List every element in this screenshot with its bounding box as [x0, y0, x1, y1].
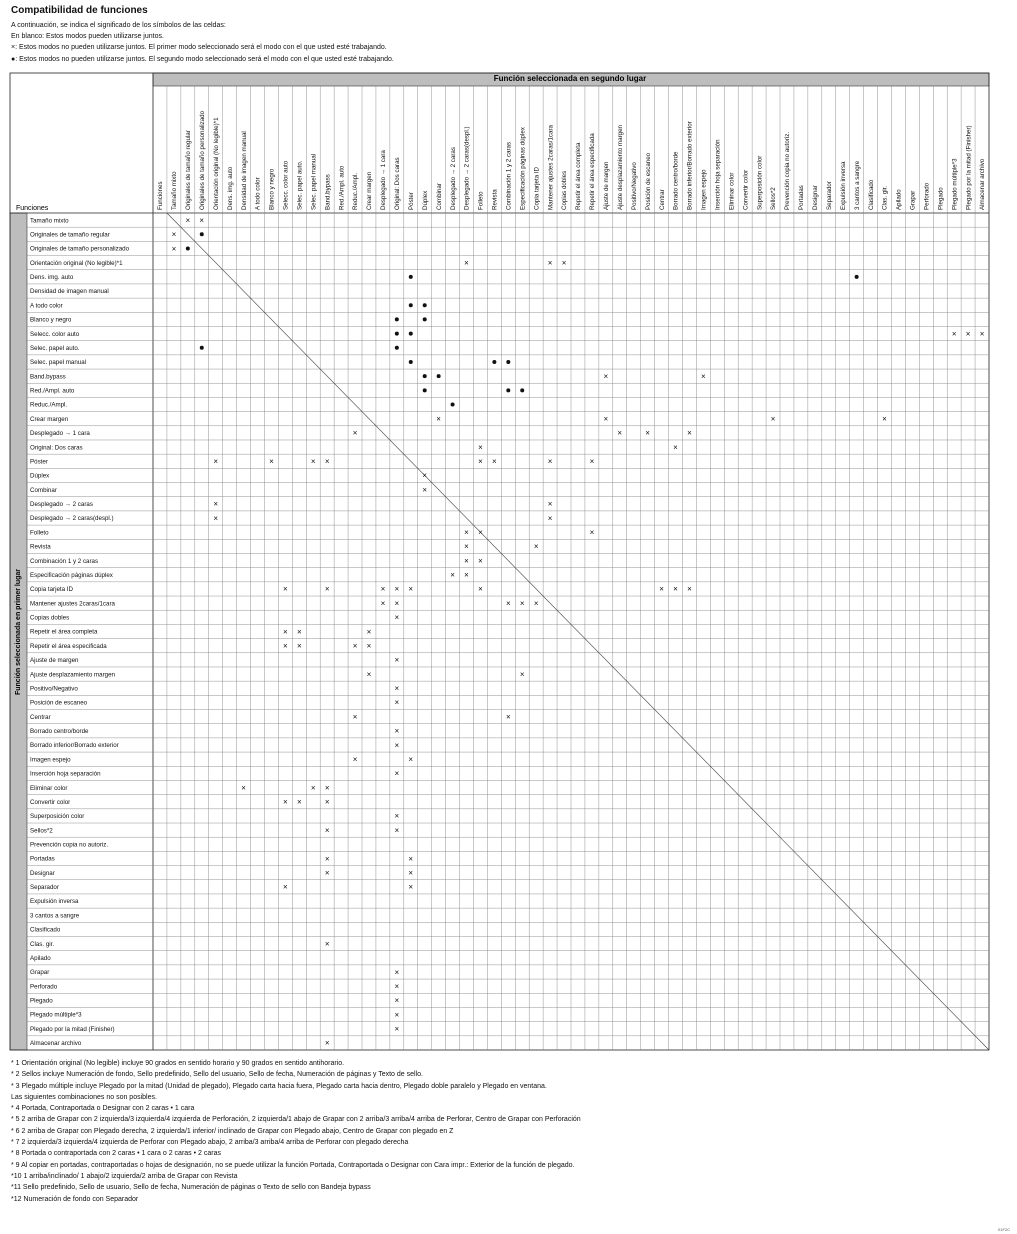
mark-x: ×: [394, 967, 400, 977]
column-label: Apilado: [895, 189, 903, 210]
row-label: Plegado por la mitad (Finisher): [30, 1025, 115, 1033]
row-label: Clas. gir.: [30, 940, 55, 948]
mark-x: ×: [213, 513, 219, 523]
mark-x: ×: [394, 726, 400, 736]
column-label: Plegado múltiple*3: [951, 158, 959, 210]
mark-x: ×: [547, 258, 553, 268]
column-label: Originales de tamaño personalizado: [198, 110, 206, 210]
column-label: Posición de escaneo: [644, 152, 652, 210]
mark-x: ×: [394, 698, 400, 708]
mark-x: ×: [478, 584, 483, 594]
mark-x: ×: [436, 414, 441, 424]
mark-x: ×: [589, 457, 595, 467]
mark-dot: [395, 346, 399, 350]
mark-x: ×: [464, 258, 469, 268]
row-label: Blanco y negro: [30, 316, 72, 324]
column-label: Selecc. color auto: [282, 160, 290, 210]
mark-x: ×: [533, 542, 539, 552]
mark-x: ×: [547, 457, 553, 467]
footnote: *11 Sello predefinido, Sello de usuario, Sello de fecha, Numeración de páginas o Texto de sello con Bandeja bypass: [11, 1184, 371, 1192]
mark-x: ×: [394, 598, 400, 608]
mark-x: ×: [394, 684, 400, 694]
row-label: Selec. papel auto.: [30, 344, 80, 352]
column-label: Designar: [812, 185, 820, 210]
mark-x: ×: [283, 882, 288, 892]
mark-x: ×: [965, 329, 971, 339]
mark-x: ×: [464, 556, 469, 566]
mark-x: ×: [478, 527, 483, 537]
mark-x: ×: [408, 754, 414, 764]
mark-x: ×: [394, 981, 400, 991]
mark-x: ×: [394, 811, 400, 821]
mark-x: ×: [394, 740, 400, 750]
column-label: Eliminar color: [728, 172, 736, 210]
second-function-header: Función seleccionada en segundo lugar: [493, 74, 647, 83]
row-label: Almacenar archivo: [30, 1040, 82, 1048]
column-label: Plegado: [937, 187, 945, 210]
column-label: Prevención copia no autoriz.: [784, 131, 792, 210]
row-label: Especificación páginas dúplex: [30, 571, 113, 579]
column-label: Band.bypass: [324, 174, 332, 210]
footnote: * 2 Sellos incluye Numeración de fondo, Sello predefinido, Sello del usuario, Sello de fecha, Numeración de páginas y Texto de sello.: [11, 1071, 423, 1079]
row-label: Convertir color: [30, 798, 71, 806]
footnote: * 4 Portada, Contraportada o Designar con 2 caras • 1 cara: [11, 1105, 195, 1113]
mark-dot: [423, 388, 427, 392]
column-label: Convertir color: [742, 169, 750, 210]
mark-x: ×: [366, 669, 372, 679]
mark-x: ×: [213, 499, 219, 509]
row-label: Superposición color: [30, 813, 85, 821]
mark-x: ×: [979, 329, 985, 339]
mark-x: ×: [505, 598, 511, 608]
mark-x: ×: [394, 1010, 400, 1020]
mark-x: ×: [310, 783, 316, 793]
mark-x: ×: [464, 570, 469, 580]
row-label: Combinar: [30, 486, 57, 494]
legend-line: En blanco: Estos modos pueden utilizarse juntos.: [11, 33, 164, 41]
column-label: Imagen espejo: [700, 169, 708, 210]
column-label: Portadas: [798, 185, 806, 210]
footnote: Las siguientes combinaciones no son posibles.: [11, 1093, 157, 1101]
mark-dot: [451, 403, 455, 407]
column-label: Repetir el área especificada: [589, 133, 597, 210]
mark-x: ×: [171, 230, 177, 240]
row-label: 3 cantos a sangre: [30, 912, 80, 920]
row-label: Positivo/Negativo: [30, 685, 78, 693]
mark-x: ×: [659, 584, 664, 594]
row-label: Portadas: [30, 855, 55, 863]
footnote: *10 1 arriba/inclinado/ 1 abajo/2 izquierda/2 arriba de Grapar con Revista: [11, 1172, 238, 1180]
column-label: Original: Dos caras: [394, 157, 402, 210]
mark-x: ×: [283, 641, 288, 651]
row-label: Plegado múltiple*3: [30, 1011, 82, 1019]
mark-x: ×: [408, 882, 414, 892]
mark-x: ×: [352, 428, 358, 438]
first-function-header: Función seleccionada en primer lugar: [15, 568, 22, 696]
corner-label-rows: Funciones: [16, 205, 49, 212]
column-label: Grapar: [909, 190, 917, 210]
column-label: Dúplex: [421, 190, 429, 210]
mark-dot: [520, 388, 524, 392]
mark-dot: [855, 275, 859, 279]
mark-x: ×: [882, 414, 887, 424]
row-label: Orientación original (No legible)*1: [30, 259, 123, 267]
mark-dot: [506, 360, 510, 364]
mark-dot: [423, 303, 427, 307]
mark-x: ×: [645, 428, 650, 438]
row-label: Sellos*2: [30, 827, 53, 835]
mark-x: ×: [352, 754, 358, 764]
mark-x: ×: [492, 457, 497, 467]
mark-dot: [492, 360, 496, 364]
mark-x: ×: [505, 712, 511, 722]
column-label: Funciones: [157, 181, 165, 210]
mark-x: ×: [422, 485, 428, 495]
mark-x: ×: [283, 797, 288, 807]
mark-dot: [186, 246, 190, 250]
row-label: Expulsión inversa: [30, 898, 79, 906]
column-label: Selec. papel manual: [310, 153, 318, 210]
row-label: Red./Ampl. auto: [30, 387, 75, 395]
mark-dot: [423, 374, 427, 378]
mark-x: ×: [283, 627, 288, 637]
row-label: Centrar: [30, 713, 51, 721]
mark-dot: [409, 275, 413, 279]
column-label: Plegado por la mitad (Finisher): [965, 125, 973, 210]
mark-x: ×: [352, 641, 358, 651]
mark-x: ×: [673, 442, 678, 452]
mark-x: ×: [617, 428, 623, 438]
mark-x: ×: [324, 457, 330, 467]
column-label: Mantener ajustes 2caras/1cara: [547, 125, 555, 210]
row-label: Desplegado → 1 cara: [30, 430, 90, 438]
mark-x: ×: [296, 641, 302, 651]
footnote: * 6 2 arriba de Grapar con Plegado derecha, 2 izquierda/1 inferior/ inclinado de Grapar con Plegado abajo, Centro de Grapar con plegado en Z: [11, 1127, 454, 1135]
mark-x: ×: [324, 584, 330, 594]
mark-x: ×: [241, 783, 246, 793]
mark-x: ×: [770, 414, 776, 424]
footnote: * 9 Al copiar en portadas, contraportadas o hojas de designación, no se puede utilizar la función Portada, Contraportada o Designar con Cara impr.: Exterior de la función de plegado.: [11, 1161, 575, 1169]
mark-x: ×: [687, 428, 692, 438]
footnote: * 5 2 arriba de Grapar con 2 izquierda/3 izquierda/4 izquierda de Perforación, 2 izquierda/1 abajo de Grapar con 2 arriba/3 arriba/4 arriba de Perforar, Centro de Grapar con Perforación: [11, 1116, 581, 1124]
diagonal: [167, 213, 989, 1050]
mark-x: ×: [324, 797, 330, 807]
mark-x: ×: [394, 769, 400, 779]
row-label: Revista: [30, 543, 51, 551]
mark-x: ×: [283, 584, 288, 594]
column-label: Ajuste desplazamiento margen: [616, 125, 624, 210]
mark-x: ×: [394, 655, 400, 665]
column-label: Expulsión inversa: [839, 161, 847, 210]
mark-x: ×: [324, 868, 330, 878]
row-label: A todo color: [30, 302, 63, 310]
row-label: Ajuste desplazamiento margen: [30, 671, 115, 679]
column-label: Tamaño mixto: [171, 171, 179, 210]
row-label: Borrado inferior/Borrado exterior: [30, 742, 119, 750]
column-label: Desplegado → 1 cara: [380, 150, 388, 210]
column-label: Orientación original (No legible)*1: [212, 117, 220, 210]
row-label: Perforado: [30, 983, 58, 991]
mark-x: ×: [519, 669, 525, 679]
row-label: Copia tarjeta ID: [30, 586, 73, 594]
mark-x: ×: [324, 939, 330, 949]
legend-line: A continuación, se indica el significado de los símbolos de las celdas:: [11, 22, 226, 29]
row-label: Folleto: [30, 529, 49, 537]
row-label: Dens. img. auto: [30, 274, 74, 282]
column-label: Clas. gir.: [881, 185, 889, 210]
row-label: Repetir el área completa: [30, 628, 98, 636]
mark-x: ×: [519, 598, 525, 608]
legend-line: ×: Estos modos no pueden utilizarse juntos. El primer modo seleccionado será el modo con el que usted esté trabajando.: [11, 44, 387, 52]
row-label: Separador: [30, 884, 59, 892]
mark-dot: [506, 388, 510, 392]
row-label: Combinación 1 y 2 caras: [30, 557, 99, 565]
mark-x: ×: [324, 825, 330, 835]
mark-x: ×: [296, 797, 302, 807]
mark-x: ×: [352, 712, 358, 722]
mark-x: ×: [464, 542, 469, 552]
row-label: Clasificado: [30, 926, 61, 934]
mark-x: ×: [450, 570, 455, 580]
mark-x: ×: [701, 371, 706, 381]
mark-x: ×: [366, 641, 372, 651]
footnote: * 8 Portada o contraportada con 2 caras • 1 cara o 2 caras • 2 caras: [11, 1150, 221, 1158]
column-label: Revista: [491, 189, 499, 210]
row-label: Dúplex: [30, 472, 50, 480]
mark-x: ×: [171, 244, 177, 254]
column-label: Combinar: [435, 183, 443, 210]
column-label: Separador: [825, 181, 833, 210]
mark-x: ×: [561, 258, 567, 268]
column-label: Ajuste de margen: [603, 161, 611, 210]
column-label: Copias dobles: [561, 170, 569, 210]
mark-x: ×: [408, 868, 414, 878]
mark-x: ×: [478, 457, 483, 467]
mark-dot: [409, 303, 413, 307]
column-label: Sellos*2: [770, 187, 778, 210]
mark-x: ×: [603, 371, 609, 381]
grid-lines: [10, 73, 989, 1050]
column-label: Densidad de imagen manual: [240, 131, 248, 210]
mark-x: ×: [408, 584, 414, 594]
footnote: *12 Numeración de fondo con Separador: [11, 1195, 139, 1203]
mark-x: ×: [464, 527, 469, 537]
column-label: Blanco y negro: [268, 168, 276, 210]
column-label: Dens. img. auto: [226, 166, 234, 210]
column-label: Especificación páginas dúplex: [519, 127, 527, 210]
mark-x: ×: [366, 627, 372, 637]
mark-x: ×: [296, 627, 302, 637]
column-label: Borrado centro/borde: [672, 151, 680, 210]
row-label: Prevención copia no autoriz.: [30, 841, 109, 849]
page-title: Compatibilidad de funciones: [11, 5, 148, 16]
row-label: Reduc./Ampl.: [30, 401, 68, 409]
mark-dot: [395, 332, 399, 336]
legend-line: ●: Estos modos no pueden utilizarse juntos. El segundo modo seleccionado será el modo con el que usted esté trabajando.: [11, 55, 394, 63]
mark-x: ×: [394, 825, 400, 835]
row-label: Copias dobles: [30, 614, 70, 622]
row-label: Repetir el área especificada: [30, 642, 107, 650]
mark-x: ×: [199, 215, 205, 225]
mark-dot: [423, 317, 427, 321]
column-label: Inserción hoja separación: [714, 139, 722, 210]
row-label: Selec. papel manual: [30, 359, 87, 367]
mark-x: ×: [310, 457, 316, 467]
row-label: Designar: [30, 869, 55, 877]
mark-x: ×: [380, 598, 386, 608]
mark-dot: [437, 374, 441, 378]
column-label: Centrar: [658, 189, 666, 210]
mark-x: ×: [394, 1024, 400, 1034]
mark-x: ×: [478, 556, 483, 566]
mark-x: ×: [380, 584, 386, 594]
mark-x: ×: [185, 215, 191, 225]
column-label: Folleto: [477, 191, 485, 210]
column-label: Desplegado → 2 caras(despl.): [463, 126, 471, 210]
mark-x: ×: [673, 584, 678, 594]
mark-x: ×: [951, 329, 957, 339]
row-label: Eliminar color: [30, 784, 68, 792]
column-label: Red./Ampl. auto: [338, 165, 346, 210]
column-labels: [157, 110, 986, 210]
column-label: Combinación 1 y 2 caras: [505, 141, 513, 210]
row-label: Ajuste de margen: [30, 657, 79, 665]
mark-x: ×: [324, 783, 330, 793]
mark-x: ×: [478, 442, 483, 452]
row-label: Desplegado → 2 caras: [30, 501, 93, 509]
row-label: Mantener ajustes 2caras/1cara: [30, 600, 115, 608]
column-label: Reduc./Ampl.: [352, 172, 360, 210]
mark-x: ×: [394, 996, 400, 1006]
mark-x: ×: [547, 499, 553, 509]
mark-x: ×: [394, 584, 400, 594]
column-label: Selec. papel auto.: [296, 160, 304, 210]
mark-x: ×: [269, 457, 274, 467]
footnote: * 3 Plegado múltiple incluye Plegado por la mitad (Unidad de plegado), Plegado carta hacia fuera, Plegado carta hacia dentro, Plegado doble paralelo y Plegado en ventana.: [11, 1082, 547, 1090]
mark-dot: [409, 360, 413, 364]
column-label: Crear margen: [366, 171, 374, 210]
row-label: Apilado: [30, 954, 51, 962]
page-code: 01F2C: [998, 1227, 1011, 1232]
mark-x: ×: [687, 584, 692, 594]
column-label: Almacenar archivo: [979, 158, 987, 210]
footnote: * 1 Orientación original (No legible) incluye 90 grados en sentido horario y 90 grados en sentido antihorario.: [11, 1060, 345, 1067]
diagonal-line: [167, 213, 989, 1050]
column-label: Clasificado: [867, 179, 875, 210]
row-label: Grapar: [30, 969, 50, 977]
row-label: Imagen espejo: [30, 756, 71, 764]
mark-x: ×: [589, 527, 595, 537]
mark-x: ×: [422, 471, 428, 481]
row-label: Inserción hoja separación: [30, 770, 101, 778]
row-labels: [30, 217, 130, 1047]
mark-x: ×: [394, 613, 400, 623]
mark-x: ×: [533, 598, 539, 608]
row-label: Original: Dos caras: [30, 444, 83, 452]
mark-x: ×: [408, 854, 414, 864]
column-label: Perforado: [923, 182, 931, 210]
row-label: Originales de tamaño regular: [30, 231, 110, 239]
row-label: Borrado centro/borde: [30, 728, 89, 736]
row-label: Póster: [30, 458, 48, 466]
column-label: Copia tarjeta ID: [533, 167, 541, 210]
column-label: Desplegado → 2 caras: [449, 147, 457, 210]
mark-dot: [395, 317, 399, 321]
mark-x: ×: [547, 513, 553, 523]
footnote: * 7 2 izquierda/3 izquierda/4 izquierda de Perforar con Plegado abajo, 2 arriba/3 arriba/4 arriba de Perforar con plegado derecha: [11, 1139, 409, 1147]
row-label: Densidad de imagen manual: [30, 288, 109, 296]
row-label: Band.bypass: [30, 373, 66, 381]
row-label: Crear margen: [30, 415, 69, 423]
mark-x: ×: [603, 414, 609, 424]
column-label: A todo color: [254, 177, 262, 210]
row-label: Tamaño mixto: [30, 217, 69, 225]
footnotes: [11, 1058, 581, 1205]
column-label: Repetir el área completa: [575, 142, 583, 210]
mark-dot: [409, 332, 413, 336]
column-label: Originales de tamaño regular: [185, 130, 193, 210]
mark-dot: [200, 346, 204, 350]
row-label: Desplegado → 2 caras(despl.): [30, 515, 114, 523]
mark-x: ×: [324, 854, 330, 864]
column-label: Positivo/Negativo: [630, 162, 638, 210]
mark-x: ×: [213, 457, 219, 467]
column-label: 3 cantos a sangre: [853, 160, 861, 210]
row-label: Originales de tamaño personalizado: [30, 245, 130, 253]
column-label: Borrado inferior/Borrado exterior: [686, 121, 694, 210]
column-label: Superposición color: [756, 155, 764, 210]
row-label: Selecc. color auto: [30, 330, 80, 338]
mark-x: ×: [324, 1038, 330, 1048]
column-label: Póster: [407, 192, 415, 210]
row-label: Posición de escaneo: [30, 699, 88, 707]
row-label: Plegado: [30, 997, 53, 1005]
table-frame: [10, 73, 989, 1050]
mark-dot: [200, 232, 204, 236]
